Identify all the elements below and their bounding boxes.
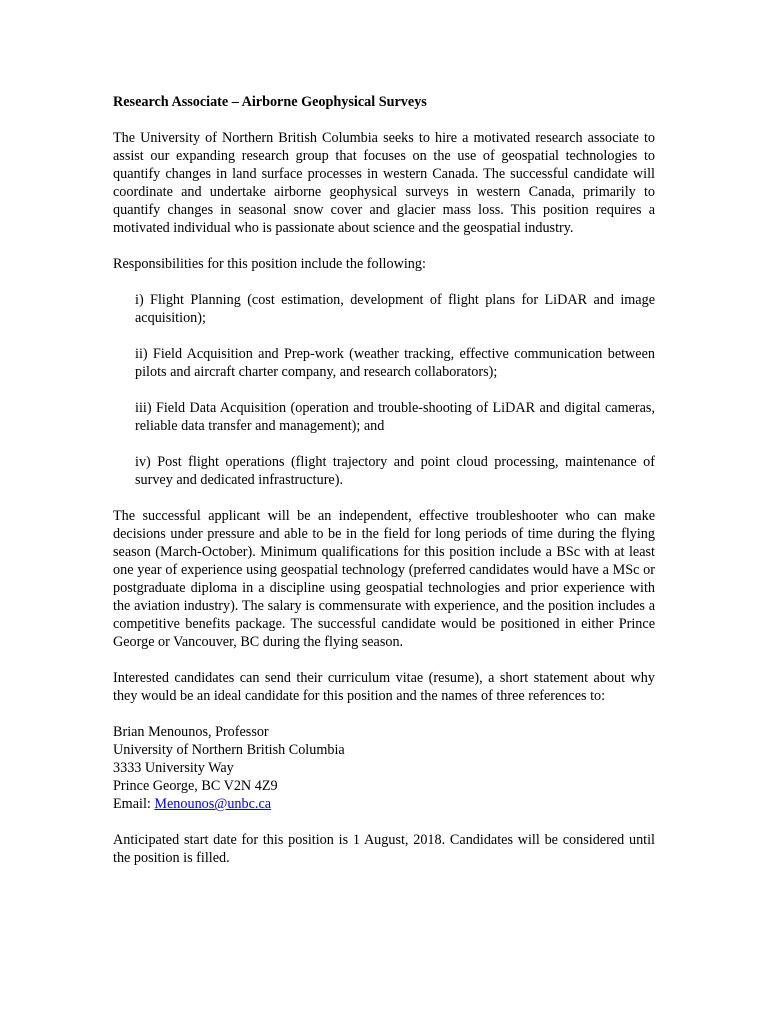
contact-city: Prince George, BC V2N 4Z9: [113, 778, 278, 794]
contact-institution: University of Northern British Columbia: [113, 742, 345, 758]
contact-email-link[interactable]: Menounos@unbc.ca: [154, 796, 272, 812]
document-page: [113, 93, 655, 885]
application-paragraph: Interested candidates can send their curriculum vitae (resume), a short statement about why they would be an ideal candidate for this position and the names of three references to:: [113, 670, 655, 704]
closing-paragraph: Anticipated start date for this position is 1 August, 2018. Candidates will be considered until the position is filled.: [113, 832, 655, 866]
responsibility-item-post-flight: iv) Post flight operations (flight trajectory and point cloud processing, maintenance of survey and dedicated infrastructure).: [135, 454, 655, 488]
contact-email-line: [113, 795, 655, 813]
contact-street: 3333 University Way: [113, 760, 234, 776]
intro-paragraph: The University of Northern British Columbia seeks to hire a motivated research associate to assist our expanding research group that focuses on the use of geospatial technologies to quantify changes in land surface processes in western Canada. The successful candidate will coordinate and undertake airborne geophysical surveys in western Canada, primarily to quantify changes in seasonal snow cover and glacier mass loss. This position requires a motivated individual who is passionate about science and the geospatial industry.: [113, 130, 655, 236]
contact-email-label: Email:: [113, 796, 155, 812]
document-title: Research Associate – Airborne Geophysical Surveys: [113, 94, 427, 110]
qualifications-paragraph: The successful applicant will be an independent, effective troubleshooter who can make decisions under pressure and able to be in the field for long periods of time during the flying season (March-October). Minimum qualifications for this position include a BSc with at least one year of experience using geospatial technology (preferred candidates would have a MSc or postgraduate diploma in a discipline using geospatial technologies and prior experience with the aviation industry). The salary is commensurate with experience, and the position includes a competitive benefits package. The successful candidate would be positioned in either Prince George or Vancouver, BC during the flying season.: [113, 508, 655, 650]
responsibilities-list: [113, 291, 655, 489]
responsibility-item-field-acquisition: ii) Field Acquisition and Prep-work (weather tracking, effective communication between pilots and aircraft charter company, and research collaborators);: [135, 346, 655, 380]
responsibilities-heading: Responsibilities for this position include the following:: [113, 256, 426, 272]
contact-block: [113, 723, 655, 813]
responsibility-item-field-data-acquisition: iii) Field Data Acquisition (operation and trouble-shooting of LiDAR and digital cameras, reliable data transfer and management); and: [135, 400, 655, 434]
responsibility-item-flight-planning: i) Flight Planning (cost estimation, development of flight plans for LiDAR and image acquisition);: [135, 292, 655, 326]
contact-name: Brian Menounos, Professor: [113, 724, 269, 740]
